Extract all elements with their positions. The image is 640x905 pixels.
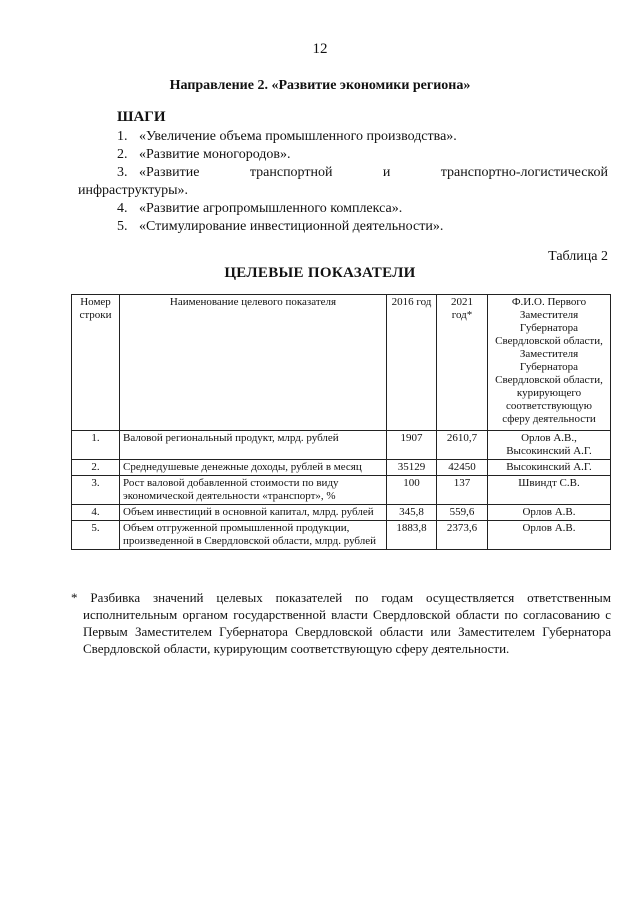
cell-responsible: Высокинский А.Г. — [488, 460, 611, 476]
table-row — [72, 476, 611, 505]
step-text — [139, 164, 608, 182]
cell-responsible: Орлов А.В. — [488, 505, 611, 521]
step-number: 2. — [117, 147, 128, 162]
cell-responsible: Швиндт С.В. — [488, 476, 611, 505]
step-item — [78, 146, 608, 164]
step-item — [78, 128, 608, 146]
cell-2021: 137 — [437, 476, 488, 505]
header-responsible: Ф.И.О. Первого Заместителя Губернатора Свердловской области, Заместителя Губернатора Свердловской области, курирующего соответствующую сферу деятельности — [488, 295, 611, 431]
cell-num: 4. — [72, 505, 120, 521]
step-text: «Стимулирование инвестиционной деятельности». — [139, 219, 444, 234]
table-row — [72, 460, 611, 476]
cell-2016: 1883,8 — [387, 521, 437, 550]
cell-2016: 35129 — [387, 460, 437, 476]
step-item — [78, 218, 608, 236]
step-item — [78, 164, 608, 182]
cell-2021: 2373,6 — [437, 521, 488, 550]
page-number: 12 — [312, 41, 328, 57]
step-number: 4. — [117, 201, 128, 216]
step-text: «Увеличение объема промышленного производства». — [139, 129, 457, 144]
header-2021: 2021 год* — [437, 295, 488, 431]
cell-name: Среднедушевые денежные доходы, рублей в месяц — [120, 460, 387, 476]
cell-num: 1. — [72, 431, 120, 460]
step-text: «Развитие агропромышленного комплекса». — [139, 201, 403, 216]
footnote-body: исполнительным органом государственной власти Свердловской области по согласованию с Первым Заместителем Губернатора Свердловской области или Заместителем Губернатора Свердловской области, курирующим соответствующую сферу деятельности. — [83, 607, 611, 656]
table-row — [72, 521, 611, 550]
cell-2021: 42450 — [437, 460, 488, 476]
cell-responsible: Орлов А.В., Высокинский А.Г. — [488, 431, 611, 460]
step-word: транспортной — [249, 165, 333, 180]
step-continuation: инфраструктуры». — [78, 183, 189, 198]
header-num: Номер строки — [72, 295, 120, 431]
steps-list — [78, 128, 608, 236]
cell-2021: 559,6 — [437, 505, 488, 521]
cell-num: 2. — [72, 460, 120, 476]
step-item — [78, 200, 608, 218]
cell-2016: 1907 — [387, 431, 437, 460]
steps-heading: ШАГИ — [117, 109, 166, 125]
footnote — [71, 589, 611, 657]
cell-2016: 345,8 — [387, 505, 437, 521]
step-number: 1. — [117, 129, 128, 144]
step-number: 3. — [117, 165, 128, 180]
cell-num: 5. — [72, 521, 120, 550]
cell-2021: 2610,7 — [437, 431, 488, 460]
step-word: и — [382, 165, 391, 180]
table-title: ЦЕЛЕВЫЕ ПОКАЗАТЕЛИ — [224, 265, 416, 281]
cell-name: Валовой региональный продукт, млрд. рублей — [120, 431, 387, 460]
direction-title: Направление 2. «Развитие экономики региона» — [169, 78, 471, 93]
table-header-row — [72, 295, 611, 431]
header-2016: 2016 год — [387, 295, 437, 431]
indicators-table — [71, 294, 611, 550]
step-number: 5. — [117, 219, 128, 234]
cell-2016: 100 — [387, 476, 437, 505]
step-word: транспортно-логистической — [440, 165, 608, 180]
cell-name: Объем инвестиций в основной капитал, млрд. рублей — [120, 505, 387, 521]
step-text: «Развитие моногородов». — [139, 147, 291, 162]
cell-name: Объем отгруженной промышленной продукции, произведенной в Свердловской области, млрд. рублей — [120, 521, 387, 550]
table-row — [72, 431, 611, 460]
step-word: «Развитие — [139, 165, 200, 180]
header-name: Наименование целевого показателя — [120, 295, 387, 431]
cell-num: 3. — [72, 476, 120, 505]
footnote-first-line: * Разбивка значений целевых показателей по годам осуществляется ответственным — [71, 590, 611, 605]
table-row — [72, 505, 611, 521]
table-label: Таблица 2 — [548, 249, 608, 264]
cell-responsible: Орлов А.В. — [488, 521, 611, 550]
cell-name: Рост валовой добавленной стоимости по виду экономической деятельности «транспорт», % — [120, 476, 387, 505]
